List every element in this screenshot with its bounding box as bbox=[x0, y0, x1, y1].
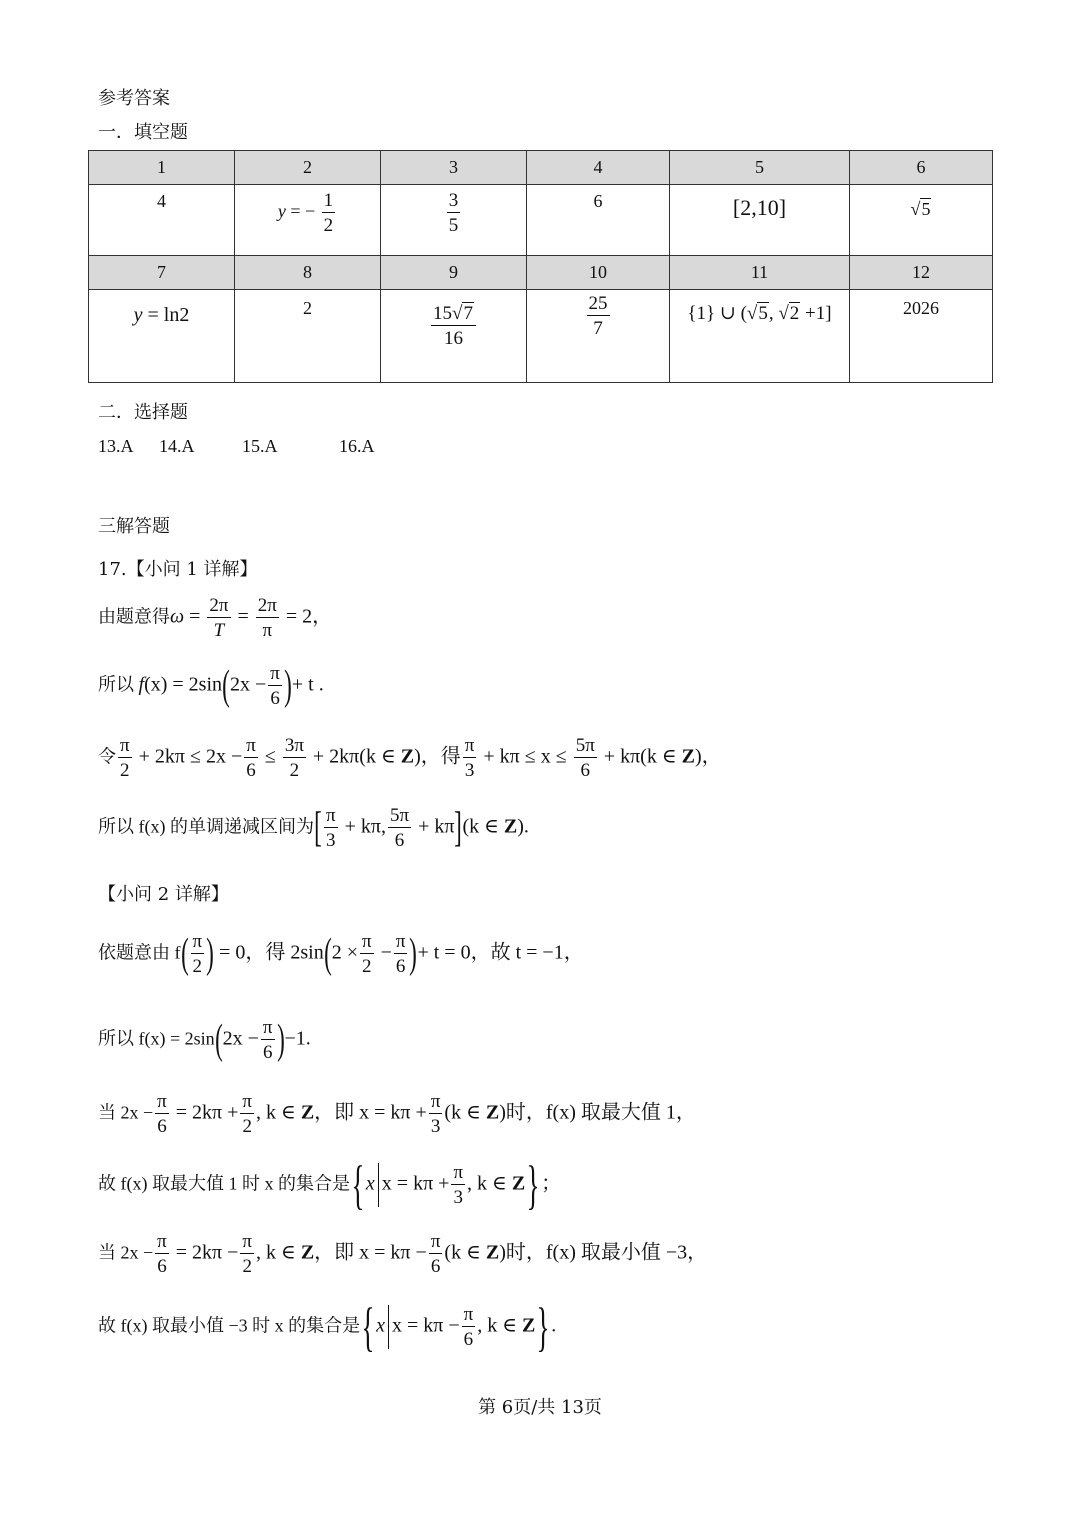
denominator: 6 bbox=[394, 830, 405, 851]
text: (k ∈ bbox=[462, 815, 504, 838]
text: (x) = 2sin bbox=[144, 673, 223, 696]
numerator: 5π bbox=[575, 735, 595, 756]
solution-line-3 bbox=[98, 736, 722, 780]
text: 当 2x − bbox=[98, 1242, 154, 1263]
integer-set: Z bbox=[485, 1241, 500, 1264]
text: + kπ ≤ x ≤ bbox=[478, 745, 572, 768]
brace: { bbox=[351, 1155, 365, 1215]
set-part: {1} ∪ ( bbox=[687, 303, 747, 324]
denominator: 6 bbox=[270, 688, 280, 709]
header-cell: 9 bbox=[381, 256, 527, 290]
numerator: π bbox=[453, 1162, 464, 1183]
omega: ω bbox=[170, 605, 185, 628]
numerator: 3π bbox=[284, 735, 304, 756]
text: )， bbox=[694, 745, 722, 768]
fraction bbox=[240, 1092, 254, 1136]
answer-2-lhs: y bbox=[277, 201, 286, 222]
fraction bbox=[256, 596, 279, 640]
text: , k ∈ bbox=[467, 1172, 512, 1195]
fraction bbox=[207, 596, 230, 640]
text: , k ∈ bbox=[477, 1314, 523, 1337]
text: 故 f(x) 取最小值 −3 时 x 的集合是 bbox=[98, 1315, 361, 1336]
denominator: 6 bbox=[262, 1042, 273, 1063]
fill-in-answer-table bbox=[88, 150, 993, 383]
answer-10-fraction bbox=[587, 294, 610, 338]
numerator: 2π bbox=[209, 595, 229, 616]
denominator: π bbox=[262, 620, 273, 641]
bracket: ] bbox=[454, 805, 463, 851]
text: = bbox=[232, 605, 254, 628]
text: = 2， bbox=[280, 605, 333, 628]
variable: x bbox=[365, 1172, 375, 1195]
numerator: 1 bbox=[323, 190, 334, 211]
denominator: 6 bbox=[157, 1256, 167, 1277]
header-cell: 12 bbox=[850, 256, 993, 290]
paren: ( bbox=[323, 931, 332, 977]
radicand: 5 bbox=[758, 303, 768, 324]
integer-set: Z bbox=[681, 745, 695, 768]
fraction bbox=[283, 736, 306, 780]
text: ； bbox=[541, 1172, 562, 1195]
solution-line-8 bbox=[98, 1155, 562, 1215]
text: )时，f(x) 取最小值 −3， bbox=[499, 1241, 708, 1264]
numerator: 15√7 bbox=[431, 304, 476, 326]
table-header-row bbox=[89, 256, 993, 290]
table-answer-row bbox=[89, 290, 993, 383]
answer-2 bbox=[235, 185, 381, 256]
fraction bbox=[268, 664, 282, 708]
denominator: 6 bbox=[157, 1116, 167, 1137]
numerator: π bbox=[464, 735, 475, 756]
paren: ) bbox=[206, 931, 214, 977]
text: 由题意得 bbox=[98, 606, 170, 627]
solution-line-10 bbox=[98, 1297, 557, 1357]
denominator: 2 bbox=[192, 956, 203, 977]
text: + t . bbox=[291, 673, 324, 696]
answer-10 bbox=[527, 290, 670, 383]
answer-1: 4 bbox=[89, 185, 235, 256]
text: 故 f(x) 取最大值 1 时 x 的集合是 bbox=[98, 1173, 350, 1194]
integer-set: Z bbox=[503, 815, 518, 838]
denominator: 6 bbox=[246, 760, 256, 781]
answer-8: 2 bbox=[235, 290, 381, 383]
set-divider bbox=[378, 1163, 379, 1207]
coefficient: 15 bbox=[433, 303, 453, 324]
answer-9 bbox=[381, 290, 527, 383]
answer-5: [2,10] bbox=[670, 185, 850, 256]
fraction bbox=[451, 1163, 465, 1207]
numerator: π bbox=[246, 735, 256, 756]
integer-set: Z bbox=[300, 1101, 315, 1124]
solution-line-9 bbox=[98, 1232, 707, 1276]
choice-15: 15.A bbox=[242, 436, 277, 456]
function-f: f bbox=[138, 673, 145, 696]
text: + 2kπ ≤ 2x − bbox=[133, 745, 243, 768]
header-cell: 3 bbox=[381, 151, 527, 185]
numerator: π bbox=[270, 663, 280, 684]
integer-set: Z bbox=[300, 1241, 315, 1264]
part2-title: 【小问 2 详解】 bbox=[98, 884, 229, 905]
solution-line-1 bbox=[98, 596, 332, 640]
fraction bbox=[462, 1305, 476, 1349]
numerator: 3 bbox=[448, 190, 459, 211]
choice-16: 16.A bbox=[339, 436, 375, 456]
text: 所以 f(x) 的单调递减区间为 bbox=[98, 816, 314, 837]
fraction bbox=[155, 1092, 169, 1136]
numerator: π bbox=[242, 1091, 252, 1112]
denominator: 6 bbox=[430, 1256, 441, 1277]
answer-9-fraction bbox=[431, 304, 476, 348]
text: ≤ bbox=[259, 745, 281, 768]
header-cell: 1 bbox=[89, 151, 235, 185]
fraction bbox=[261, 1018, 275, 1062]
answer-3-fraction bbox=[447, 191, 461, 235]
denominator: 3 bbox=[464, 760, 475, 781]
integer-set: Z bbox=[485, 1101, 500, 1124]
denominator: 2 bbox=[362, 956, 372, 977]
variable: x bbox=[376, 1314, 385, 1337]
solution-line-2 bbox=[98, 664, 324, 708]
brace: { bbox=[361, 1297, 375, 1357]
heading: 参考答案 bbox=[98, 88, 170, 109]
paren: ( bbox=[222, 663, 230, 709]
text: + t = 0，故 t = −1， bbox=[417, 941, 584, 964]
fraction bbox=[394, 932, 408, 976]
section-choice: 二．选择题 bbox=[98, 402, 188, 423]
set-divider bbox=[388, 1305, 389, 1349]
text: = 2kπ + bbox=[170, 1101, 239, 1124]
paren: ) bbox=[409, 931, 418, 977]
text: 当 2x − bbox=[98, 1102, 154, 1123]
answer-7-rhs: = ln2 bbox=[147, 304, 190, 326]
answer-7 bbox=[89, 290, 235, 383]
bracket: [ bbox=[314, 805, 322, 851]
text: , k ∈ bbox=[256, 1241, 301, 1264]
text: x = kπ − bbox=[391, 1314, 460, 1337]
fraction bbox=[360, 932, 374, 976]
fraction bbox=[324, 806, 338, 850]
text: 依题意由 f bbox=[98, 942, 181, 963]
text: 2x − bbox=[230, 673, 267, 696]
denominator: 2 bbox=[242, 1116, 252, 1137]
brace: } bbox=[536, 1297, 550, 1357]
paren: ( bbox=[180, 931, 189, 977]
set-end: +1] bbox=[800, 303, 832, 324]
numerator: π bbox=[192, 931, 203, 952]
text: )时，f(x) 取最大值 1， bbox=[499, 1101, 696, 1124]
numerator: π bbox=[157, 1091, 167, 1112]
brace: } bbox=[526, 1155, 540, 1215]
fraction bbox=[244, 736, 258, 780]
numerator: π bbox=[362, 931, 372, 952]
header-cell: 4 bbox=[527, 151, 670, 185]
table-answer-row bbox=[89, 185, 993, 256]
denominator: 6 bbox=[463, 1329, 474, 1350]
denominator: 7 bbox=[593, 318, 603, 339]
paren: ) bbox=[284, 663, 292, 709]
text: ，即 x = kπ + bbox=[314, 1101, 427, 1124]
text: , k ∈ bbox=[256, 1101, 301, 1124]
fraction bbox=[574, 736, 597, 780]
answer-3 bbox=[381, 185, 527, 256]
page-footer: 第 6页/共 13页 bbox=[478, 1397, 602, 1418]
text: + kπ(k ∈ bbox=[598, 745, 682, 768]
integer-set: Z bbox=[522, 1314, 536, 1337]
header-cell: 11 bbox=[670, 256, 850, 290]
fraction bbox=[463, 736, 477, 780]
answer-6 bbox=[850, 185, 993, 256]
fraction bbox=[118, 736, 132, 780]
radicand: 5 bbox=[921, 199, 931, 219]
choice-13: 13.A bbox=[98, 436, 133, 456]
answer-2-eq: = − bbox=[290, 201, 316, 222]
denominator: 2 bbox=[242, 1256, 252, 1277]
text: 所以 bbox=[98, 674, 139, 695]
numerator: π bbox=[325, 805, 336, 826]
text: + 2kπ(k ∈ bbox=[307, 745, 401, 768]
denominator: 3 bbox=[430, 1116, 441, 1137]
text: + kπ, bbox=[339, 815, 386, 838]
fraction bbox=[429, 1232, 443, 1276]
sqrt-symbol: √5 bbox=[910, 199, 931, 219]
header-cell: 6 bbox=[850, 151, 993, 185]
solution-line-6 bbox=[98, 1018, 311, 1062]
integer-set: Z bbox=[400, 745, 415, 768]
solution-line-5 bbox=[98, 932, 584, 976]
numerator: π bbox=[395, 931, 406, 952]
answer-12: 2026 bbox=[850, 290, 993, 383]
text: + kπ bbox=[413, 815, 455, 838]
text: )，得 bbox=[414, 745, 461, 768]
answer-7-lhs: y bbox=[133, 304, 143, 326]
section-fill-in: 一．填空题 bbox=[98, 122, 188, 143]
text: 令 bbox=[98, 746, 116, 767]
numerator: π bbox=[262, 1017, 273, 1038]
text: − bbox=[375, 941, 392, 964]
sqrt-symbol: √5 bbox=[746, 303, 768, 324]
numerator: π bbox=[463, 1304, 474, 1325]
text: ). bbox=[517, 815, 529, 838]
text: 2x − bbox=[222, 1027, 259, 1050]
numerator: π bbox=[242, 1231, 252, 1252]
text: = 0，得 2sin bbox=[214, 941, 324, 964]
fraction bbox=[191, 932, 205, 976]
fraction bbox=[155, 1232, 169, 1276]
header-cell: 10 bbox=[527, 256, 670, 290]
text: = 2kπ − bbox=[170, 1241, 239, 1264]
choice-14: 14.A bbox=[159, 436, 194, 456]
header-cell: 8 bbox=[235, 256, 381, 290]
denominator: 6 bbox=[395, 956, 406, 977]
header-cell: 2 bbox=[235, 151, 381, 185]
numerator: 25 bbox=[588, 293, 608, 314]
answer-4: 6 bbox=[527, 185, 670, 256]
denominator: 3 bbox=[326, 830, 336, 851]
choice-answers bbox=[98, 436, 375, 458]
answer-2-fraction bbox=[322, 191, 336, 235]
text: (k ∈ bbox=[444, 1241, 486, 1264]
radicand: 7 bbox=[463, 303, 473, 324]
numerator: π bbox=[120, 735, 130, 756]
paren: ) bbox=[276, 1017, 285, 1063]
part1-title: 17.【小问 1 详解】 bbox=[98, 559, 258, 580]
numerator: π bbox=[430, 1231, 441, 1252]
denominator: 2 bbox=[323, 215, 334, 236]
denominator: 5 bbox=[448, 215, 459, 236]
fraction bbox=[388, 806, 411, 850]
integer-set: Z bbox=[511, 1172, 526, 1195]
text: = bbox=[184, 605, 206, 628]
text: 所以 f(x) = 2sin bbox=[98, 1028, 215, 1049]
fraction bbox=[240, 1232, 254, 1276]
numerator: π bbox=[430, 1091, 441, 1112]
section-solution: 三解答题 bbox=[98, 516, 170, 537]
table-header-row bbox=[89, 151, 993, 185]
text: −1. bbox=[284, 1027, 311, 1050]
text: . bbox=[551, 1314, 557, 1337]
text: (k ∈ bbox=[444, 1101, 486, 1124]
denominator: 16 bbox=[444, 328, 463, 349]
separator: , bbox=[768, 303, 779, 324]
radicand: 2 bbox=[789, 303, 800, 324]
text: x = kπ + bbox=[381, 1172, 450, 1195]
denominator: 2 bbox=[120, 760, 130, 781]
numerator: π bbox=[157, 1231, 167, 1252]
text: 2 × bbox=[331, 941, 358, 964]
text: ，即 x = kπ − bbox=[314, 1241, 427, 1264]
denominator: 6 bbox=[580, 760, 590, 781]
solution-line-7 bbox=[98, 1092, 696, 1136]
header-cell: 5 bbox=[670, 151, 850, 185]
denominator: 3 bbox=[453, 1187, 463, 1208]
answer-11 bbox=[670, 290, 850, 383]
fraction bbox=[429, 1092, 443, 1136]
solution-line-4 bbox=[98, 806, 529, 850]
denominator: T bbox=[213, 620, 225, 641]
denominator: 2 bbox=[289, 760, 300, 781]
numerator: 2π bbox=[257, 595, 277, 616]
paren: ( bbox=[214, 1017, 223, 1063]
sqrt-symbol: √2 bbox=[778, 303, 800, 324]
numerator: 5π bbox=[389, 805, 410, 826]
header-cell: 7 bbox=[89, 256, 235, 290]
